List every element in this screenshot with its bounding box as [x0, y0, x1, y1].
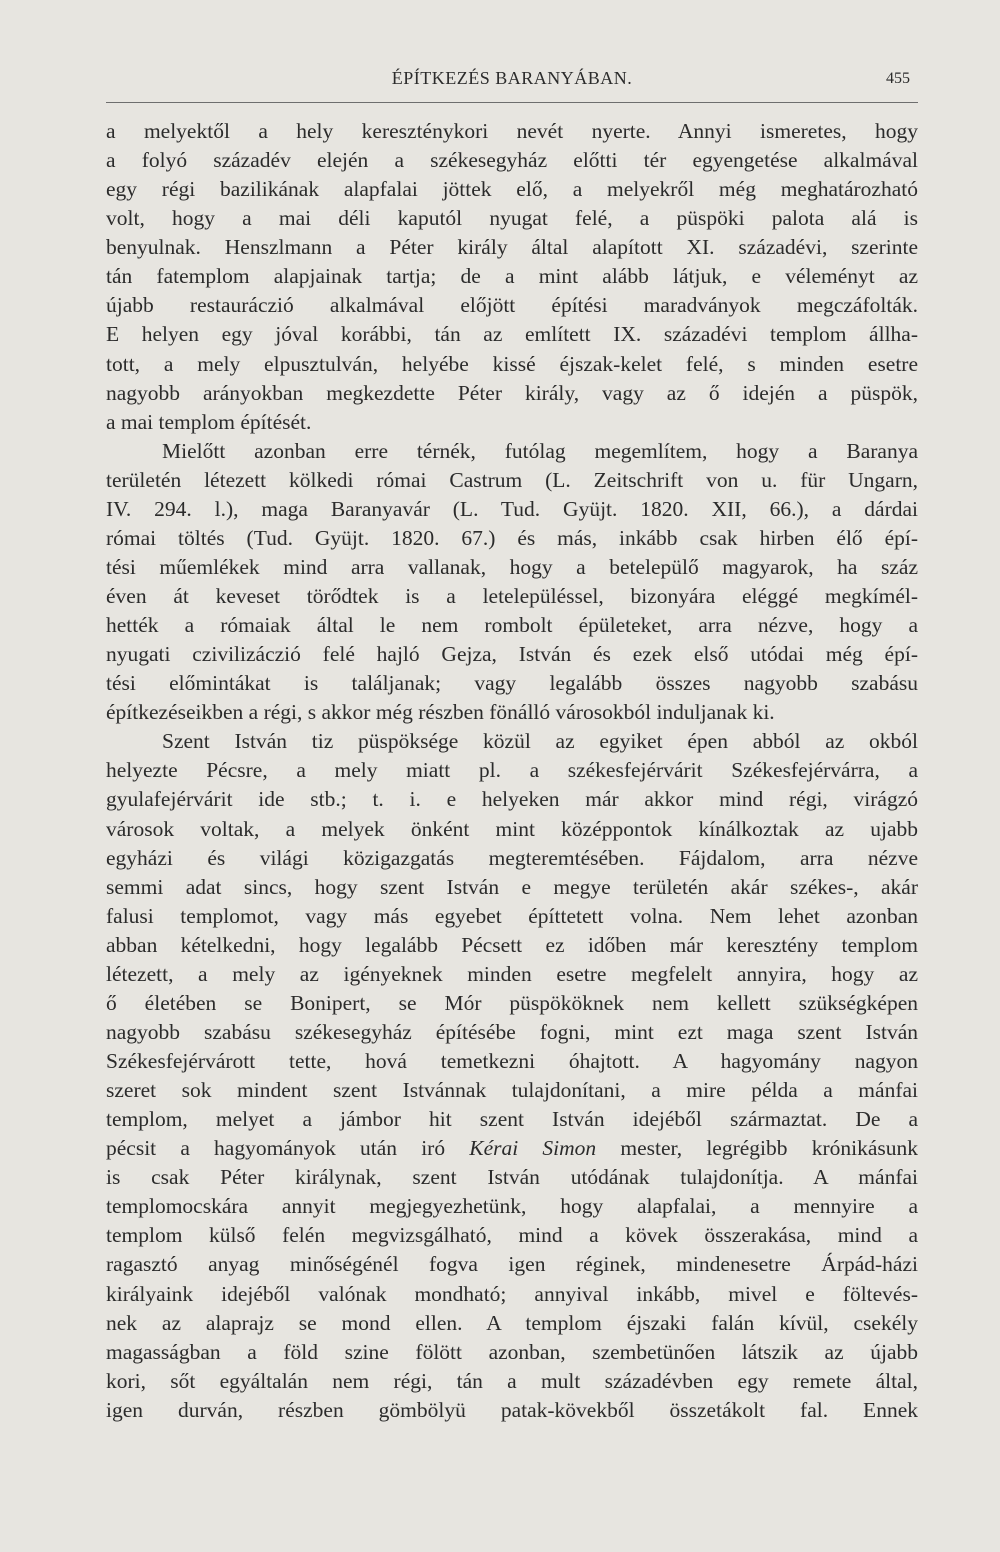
text-line: [106, 785, 918, 814]
text-line: [106, 1338, 918, 1367]
text-line: [106, 408, 918, 437]
text-line: [106, 1105, 918, 1134]
text-line: [106, 669, 918, 698]
text-line: [106, 727, 918, 756]
line-text: benyulnak. Henszlmann a Péter király által alapított XI. századévi, szerinte: [106, 235, 918, 260]
line-text: nyugati czivilizáczió felé hajló Gejza, István és ezek első utódai még épí-: [106, 642, 918, 667]
line-text: létezett, a mely az igényeknek minden esetre megfelelt annyira, hogy az: [106, 961, 918, 986]
line-text: kori, sőt egyáltalán nem régi, tán a mult századévben egy remete által,: [106, 1368, 918, 1393]
line-text: római töltés (Tud. Gyüjt. 1820. 67.) és más, inkább csak hirben élő épí-: [106, 525, 918, 550]
line-text: Mielőtt azonban erre térnék, futólag megemlítem, hogy a Baranya: [162, 438, 918, 463]
line-text: falusi templomot, vagy más egyebet építtetett volna. Nem lehet azonban: [106, 903, 918, 928]
line-text: mester, legrégibb krónikásunk: [596, 1136, 918, 1161]
line-text: tán fatemplom alapjainak tartja; de a mint alább látjuk, e véleményt az: [106, 264, 918, 289]
page-header: [106, 62, 918, 103]
text-line: [106, 175, 918, 204]
line-text: IV. 294. l.), maga Baranyavár (L. Tud. Gyüjt. 1820. XII, 66.), a dárdai: [106, 496, 918, 521]
text-line: [106, 1192, 918, 1221]
text-line: [106, 466, 918, 495]
line-text: egy régi bazilikának alapfalai jöttek elő, a melyekről még meghatározható: [106, 177, 918, 202]
line-text: pécsit a hagyományok után iró: [106, 1136, 470, 1161]
line-text: tési műemlékek mind arra vallanak, hogy a betelepülő magyarok, ha száz: [106, 554, 918, 579]
line-text: ő életében se Bonipert, se Mór püspököknek nem kellett szükségképen: [106, 990, 918, 1015]
line-text: városok voltak, a melyek önként mint középpontok kínálkoztak az ujabb: [106, 816, 918, 841]
line-text: templom külső felén megvizsgálható, mind a kövek összerakása, mind a: [106, 1223, 918, 1248]
line-text: nagyobb arányokban megkezdette Péter király, vagy az ő idején a püspök,: [106, 380, 918, 405]
text-line: [106, 815, 918, 844]
line-text: nagyobb szabásu székesegyház építésébe fogni, mint ezt maga szent István: [106, 1019, 918, 1044]
text-line: [106, 1047, 918, 1076]
line-text: volt, hogy a mai déli kaputól nyugat felé, a püspöki palota alá is: [106, 206, 918, 231]
text-line: [106, 611, 918, 640]
line-text: a mai templom építését.: [106, 409, 312, 434]
line-text: E helyen egy jóval korábbi, tán az említett IX. századévi templom állha-: [106, 322, 918, 347]
text-line: [106, 844, 918, 873]
text-line: [106, 931, 918, 960]
line-text: egyházi és világi közigazgatás megteremtésében. Fájdalom, arra nézve: [106, 845, 918, 870]
body-text: [106, 117, 918, 1425]
line-text: szeret sok mindent szent Istvánnak tulajdonítani, a mire példa a mánfai: [106, 1078, 918, 1103]
line-text: nek az alaprajz se mond ellen. A templom éjszaki falán kívül, csekély: [106, 1310, 918, 1335]
line-text: Szent István tiz püspöksége közül az egyiket épen abból az okból: [162, 729, 918, 754]
text-line: [106, 1018, 918, 1047]
text-line: [106, 524, 918, 553]
line-text: templomocskára annyit megjegyezhetünk, hogy alapfalai, a mennyire a: [106, 1194, 918, 1219]
line-text: területén létezett kölkedi római Castrum (L. Zeitschrift von u. für Ungarn,: [106, 467, 918, 492]
text-line: [106, 437, 918, 466]
italic-name: Kérai Simon: [469, 1136, 597, 1161]
line-text: gyulafejérvárit ide stb.; t. i. e helyeken már akkor mind régi, virágzó: [106, 787, 918, 812]
line-text: semmi adat sincs, hogy szent István e megye területén akár székes-, akár: [106, 874, 918, 899]
line-text: a melyektől a hely kereszténykori nevét nyerte. Annyi ismeretes, hogy: [106, 119, 918, 143]
line-text: ragasztó anyag minőségénél fogva igen réginek, mindenesetre Árpád-házi: [106, 1252, 918, 1277]
text-line: [106, 233, 918, 262]
line-text: tési előmintákat is találjanak; vagy legalább összes nagyobb szabásu: [106, 671, 918, 696]
text-line: [106, 262, 918, 291]
text-line: [106, 873, 918, 902]
text-line: [106, 1250, 918, 1279]
text-line: [106, 640, 918, 669]
line-text: a folyó századév elején a székesegyház előtti tér egyengetése alkalmával: [106, 148, 918, 173]
text-line: [106, 320, 918, 349]
text-line: [106, 756, 918, 785]
line-text: hették a rómaiak által le nem rombolt épületeket, arra nézve, hogy a: [106, 613, 918, 638]
text-line: [106, 379, 918, 408]
text-line: [106, 146, 918, 175]
text-line: [106, 1309, 918, 1338]
line-text: építkezéseikben a régi, s akkor még részben fönálló városokból induljanak ki.: [106, 700, 775, 725]
text-line: [106, 117, 918, 146]
line-text: tott, a mely elpusztulván, helyébe kissé éjszak-kelet felé, s minden esetre: [106, 351, 918, 376]
text-line: [106, 350, 918, 379]
line-text: igen durván, részben gömbölyü patak-kövekből összetákolt fal. Ennek: [106, 1397, 918, 1422]
text-line: [106, 553, 918, 582]
line-text: helyezte Pécsre, a mely miatt pl. a székesfejérvárit Székesfejérvárra, a: [106, 758, 918, 783]
line-text: Székesfejérvárott tette, hová temetkezni óhajtott. A hagyomány nagyon: [106, 1049, 918, 1073]
text-line: [106, 989, 918, 1018]
page-number: 455: [886, 70, 910, 87]
text-line: [106, 582, 918, 611]
text-line: [106, 1163, 918, 1192]
text-line: [106, 902, 918, 931]
line-text: királyaink idejéből valónak mondható; annyival inkább, mivel e föltevés-: [106, 1281, 918, 1306]
text-line: [106, 1221, 918, 1250]
text-line: [106, 1367, 918, 1396]
line-text: templom, melyet a jámbor hit szent István idejéből származtat. De a: [106, 1107, 918, 1132]
text-line: [106, 960, 918, 989]
text-line: [106, 1396, 918, 1425]
text-line: [106, 1280, 918, 1309]
text-line: [106, 1134, 918, 1163]
line-text: abban kételkedni, hogy legalább Pécsett ez időben már keresztény templom: [106, 932, 918, 957]
line-text: újabb restauráczió alkalmával előjött építési maradványok megczáfolták.: [106, 293, 918, 318]
text-line: [106, 204, 918, 233]
running-title: ÉPÍTKEZÉS BARANYÁBAN.: [391, 68, 633, 88]
line-text: is csak Péter királynak, szent István utódának tulajdonítja. A mánfai: [106, 1165, 918, 1190]
text-line: [106, 495, 918, 524]
line-text: éven át keveset törődtek is a letelepüléssel, bizonyára eléggé megkímél-: [106, 584, 918, 608]
text-line: [106, 1076, 918, 1105]
text-line: [106, 291, 918, 320]
text-line: [106, 698, 918, 727]
line-text: magasságban a föld szine fölött azonban, szembetünően látszik az újabb: [106, 1339, 918, 1364]
